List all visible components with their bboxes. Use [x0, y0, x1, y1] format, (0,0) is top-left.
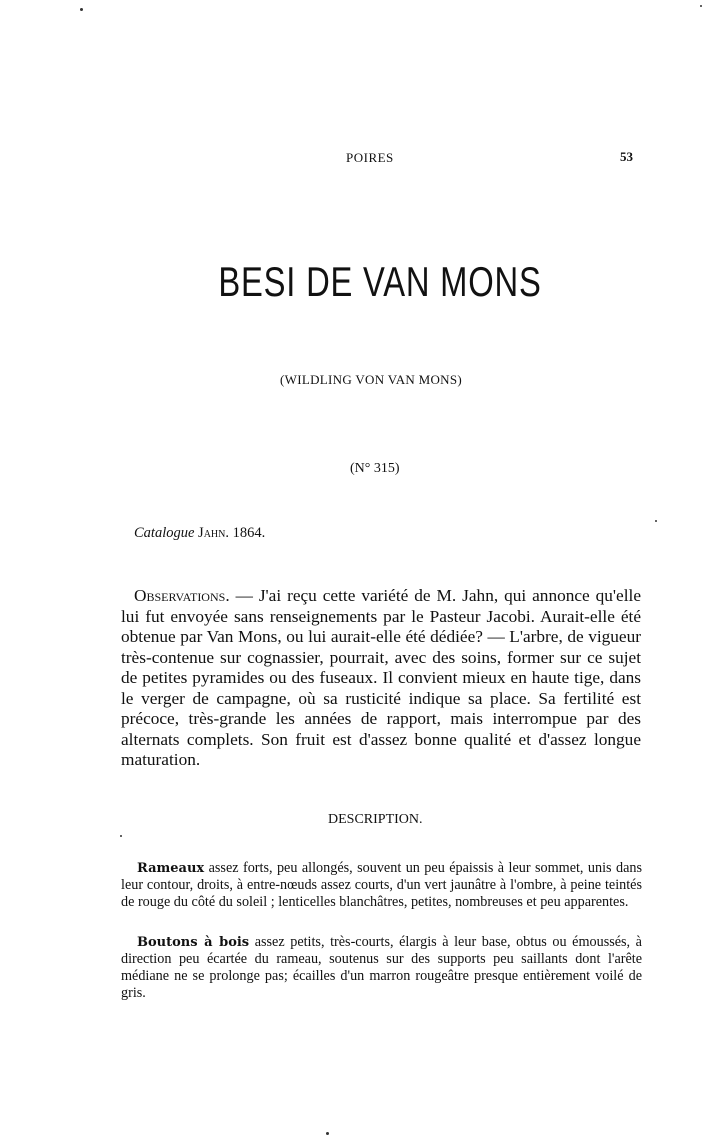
page-title: BESI DE VAN MONS: [218, 258, 542, 305]
print-speck: [80, 8, 83, 11]
observations-label: Observations.: [134, 586, 230, 605]
variety-number: (N° 315): [350, 461, 400, 476]
catalogue-author: Jahn: [198, 525, 226, 541]
rameaux-text: assez forts, peu allongés, souvent un peu épaissis à leur sommet, unis dans leur contour, droits, à entre-nœuds assez courts, d'un vert jaunâtre à l'ombre, à peine teintés de rouge du côté du soleil ; lenticelles blanchâtres, petites, nombreuses et peu apparentes.: [121, 860, 642, 910]
catalogue-year: . 1864.: [225, 525, 266, 541]
boutons-label: Boutons à bois: [137, 935, 250, 950]
print-speck: [700, 5, 702, 7]
print-speck: [655, 520, 657, 522]
print-speck: [326, 1132, 329, 1135]
variety-synonym: (WILDLING VON VAN MONS): [280, 372, 463, 387]
running-title: POIRES: [346, 150, 394, 165]
catalogue-reference: [134, 525, 265, 542]
page-number: 53: [620, 149, 633, 164]
description-heading: DESCRIPTION.: [328, 812, 423, 827]
rameaux-paragraph: [121, 860, 642, 911]
boutons-paragraph: [121, 934, 642, 1002]
catalogue-label: Catalogue: [134, 525, 195, 541]
observations-text: — J'ai reçu cette variété de M. Jahn, qui annonce qu'elle lui fut envoyée sans renseignements par le Pasteur Jacobi. Aurait-elle été obtenue par Van Mons, ou lui aurait-elle été dédiée? — L'arbre, de vigueur très-contenue sur cognassier, pourrait, avec des soins, former sur ce sujet de petites pyramides ou des fuseaux. Il convient mieux en haute tige, dans le verger de campagne, où sa rusticité indique sa place. Sa fertilité est précoce, très-grande les années de rapport, mais interrompue par des alternats complets. Son fruit est d'assez bonne qualité et d'assez longue maturation.: [121, 586, 641, 769]
rameaux-label: Rameaux: [137, 861, 205, 876]
print-speck: [120, 835, 122, 837]
boutons-text: assez petits, très-courts, élargis à leur base, obtus ou émoussés, à direction peu écartée du rameau, soutenus sur des supports peu saillants dont l'arête médiane ne se prolonge pas; écailles d'un marron rougeâtre presque entièrement voilé de gris.: [121, 934, 642, 1001]
observations-paragraph: [121, 586, 641, 771]
